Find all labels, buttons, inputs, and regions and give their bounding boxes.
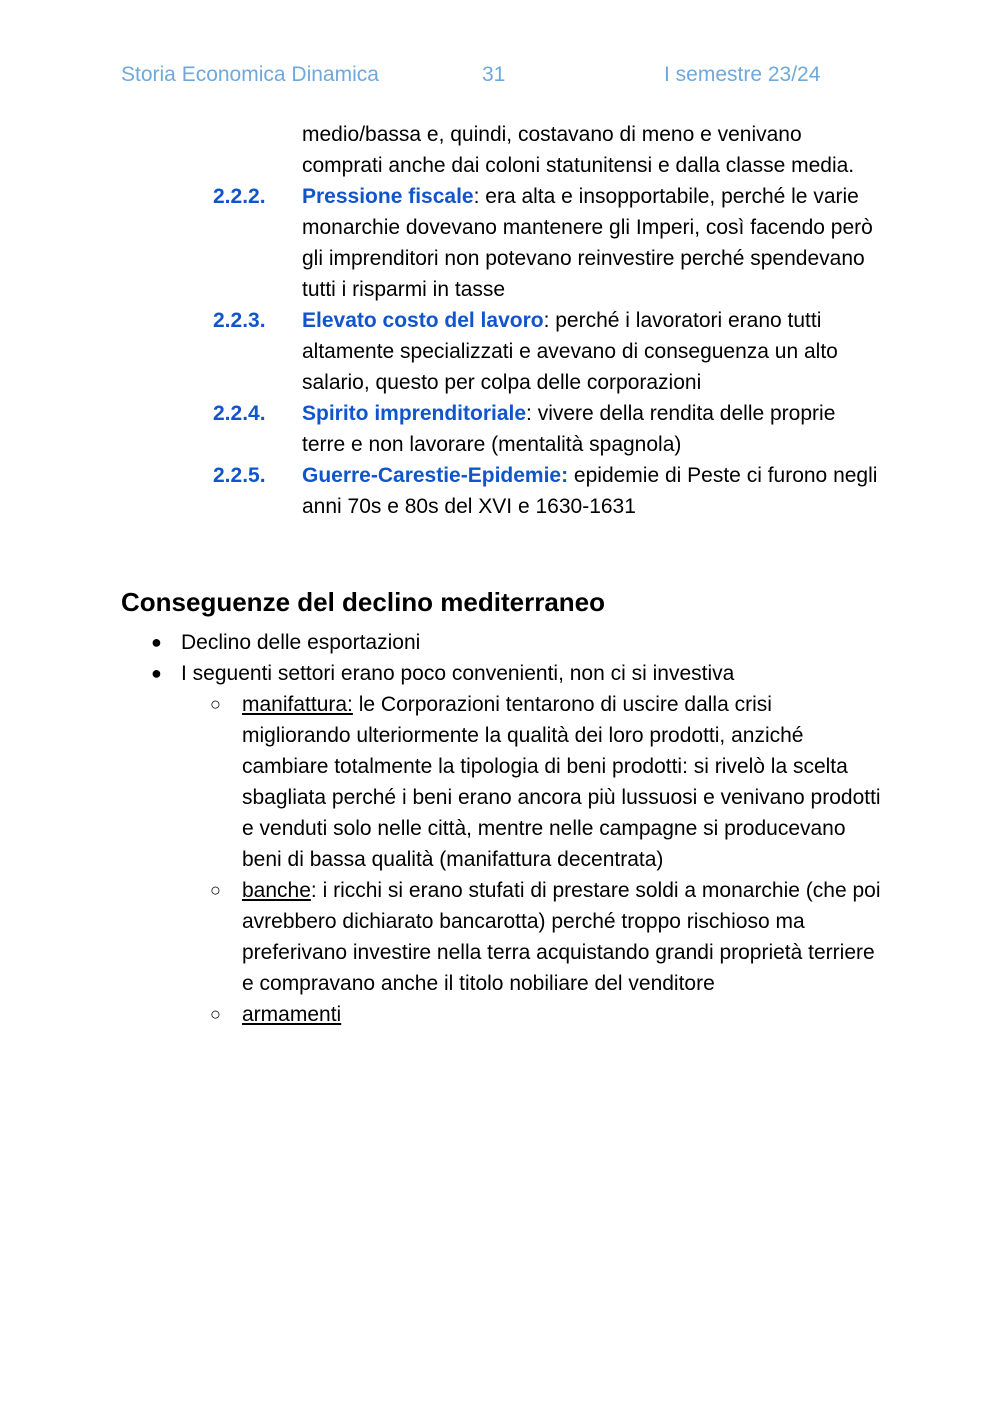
numbered-item [0,181,882,305]
header-page-number: 31 [482,63,506,86]
sub-list-item [0,689,882,875]
circle-bullet-icon: ○ [210,880,221,900]
numbered-item [0,460,882,522]
header-document-title: Storia Economica Dinamica [121,63,379,86]
header-semester: I semestre 23/24 [664,63,821,86]
item-number: 2.2.3. [213,309,266,332]
circle-bullet-icon: ○ [210,1004,221,1024]
bullet-icon: ● [151,663,162,683]
bullet-text: I seguenti settori erano poco convenienti, non ci si investiva [181,662,735,685]
sub-item-text: le Corporazioni tentarono di uscire dalla crisi migliorando ulteriormente la qualità dei loro prodotti, anziché cambiare totalmente la tipologia di beni prodotti: si rivelò la scelta sbagliata perché i beni erano ancora più lussuosi e venivano prodotti e venduti solo nelle città, mentre nelle campagne si producevano beni di bassa qualità (manifattura decentrata) [242,693,881,871]
circle-bullet-icon: ○ [210,694,221,714]
list-item [0,658,881,689]
item-text: epidemie di Peste ci furono negli anni 70s e 80s del XVI e 1630-1631 [302,464,878,518]
sub-item-term: manifattura: [242,693,353,716]
item-term: Spirito imprenditoriale [302,402,527,425]
bullet-icon: ● [151,632,162,652]
page-content [0,119,1000,1030]
continuation-paragraph: medio/bassa e, quindi, costavano di meno e venivano comprati anche dai coloni statunitensi e dalla classe media. [302,123,855,177]
item-text: : era alta e insopportabile, perché le varie monarchie dovevano mantenere gli Imperi, così facendo però gli imprenditori non potevano reinvestire perché spendevano tutti i risparmi in tasse [302,185,873,301]
item-text: : vivere della rendita delle proprie terre e non lavorare (mentalità spagnola) [302,402,836,456]
list-item [0,627,881,658]
sub-list-item [0,999,882,1030]
item-number: 2.2.5. [213,464,266,487]
numbered-item [0,398,882,460]
sub-item-text: : i ricchi si erano stufati di prestare soldi a monarchie (che poi avrebbero dichiarato bancarotta) perché troppo rischioso ma preferivano investire nella terra acquistando grandi proprietà terriere e compravano anche il titolo nobiliare del venditore [242,879,881,995]
numbered-item [0,305,882,398]
sub-list-item [0,875,882,999]
item-term: Guerre-Carestie-Epidemie: [302,464,569,487]
item-number: 2.2.4. [213,402,266,425]
item-term: Pressione fiscale [302,185,474,208]
bullet-text: Declino delle esportazioni [181,631,421,654]
page-header [0,60,1000,90]
bullet-list [0,627,1000,1030]
sub-item-term: banche [242,879,311,902]
section-heading: Conseguenze del declino mediterraneo [121,587,605,617]
item-number: 2.2.2. [213,185,266,208]
sub-item-term: armamenti [242,1003,342,1026]
item-term: Elevato costo del lavoro [302,309,544,332]
item-text: : perché i lavoratori erano tutti altamente specializzati e avevano di conseguenza un alto salario, questo per colpa delle corporazioni [302,309,838,394]
